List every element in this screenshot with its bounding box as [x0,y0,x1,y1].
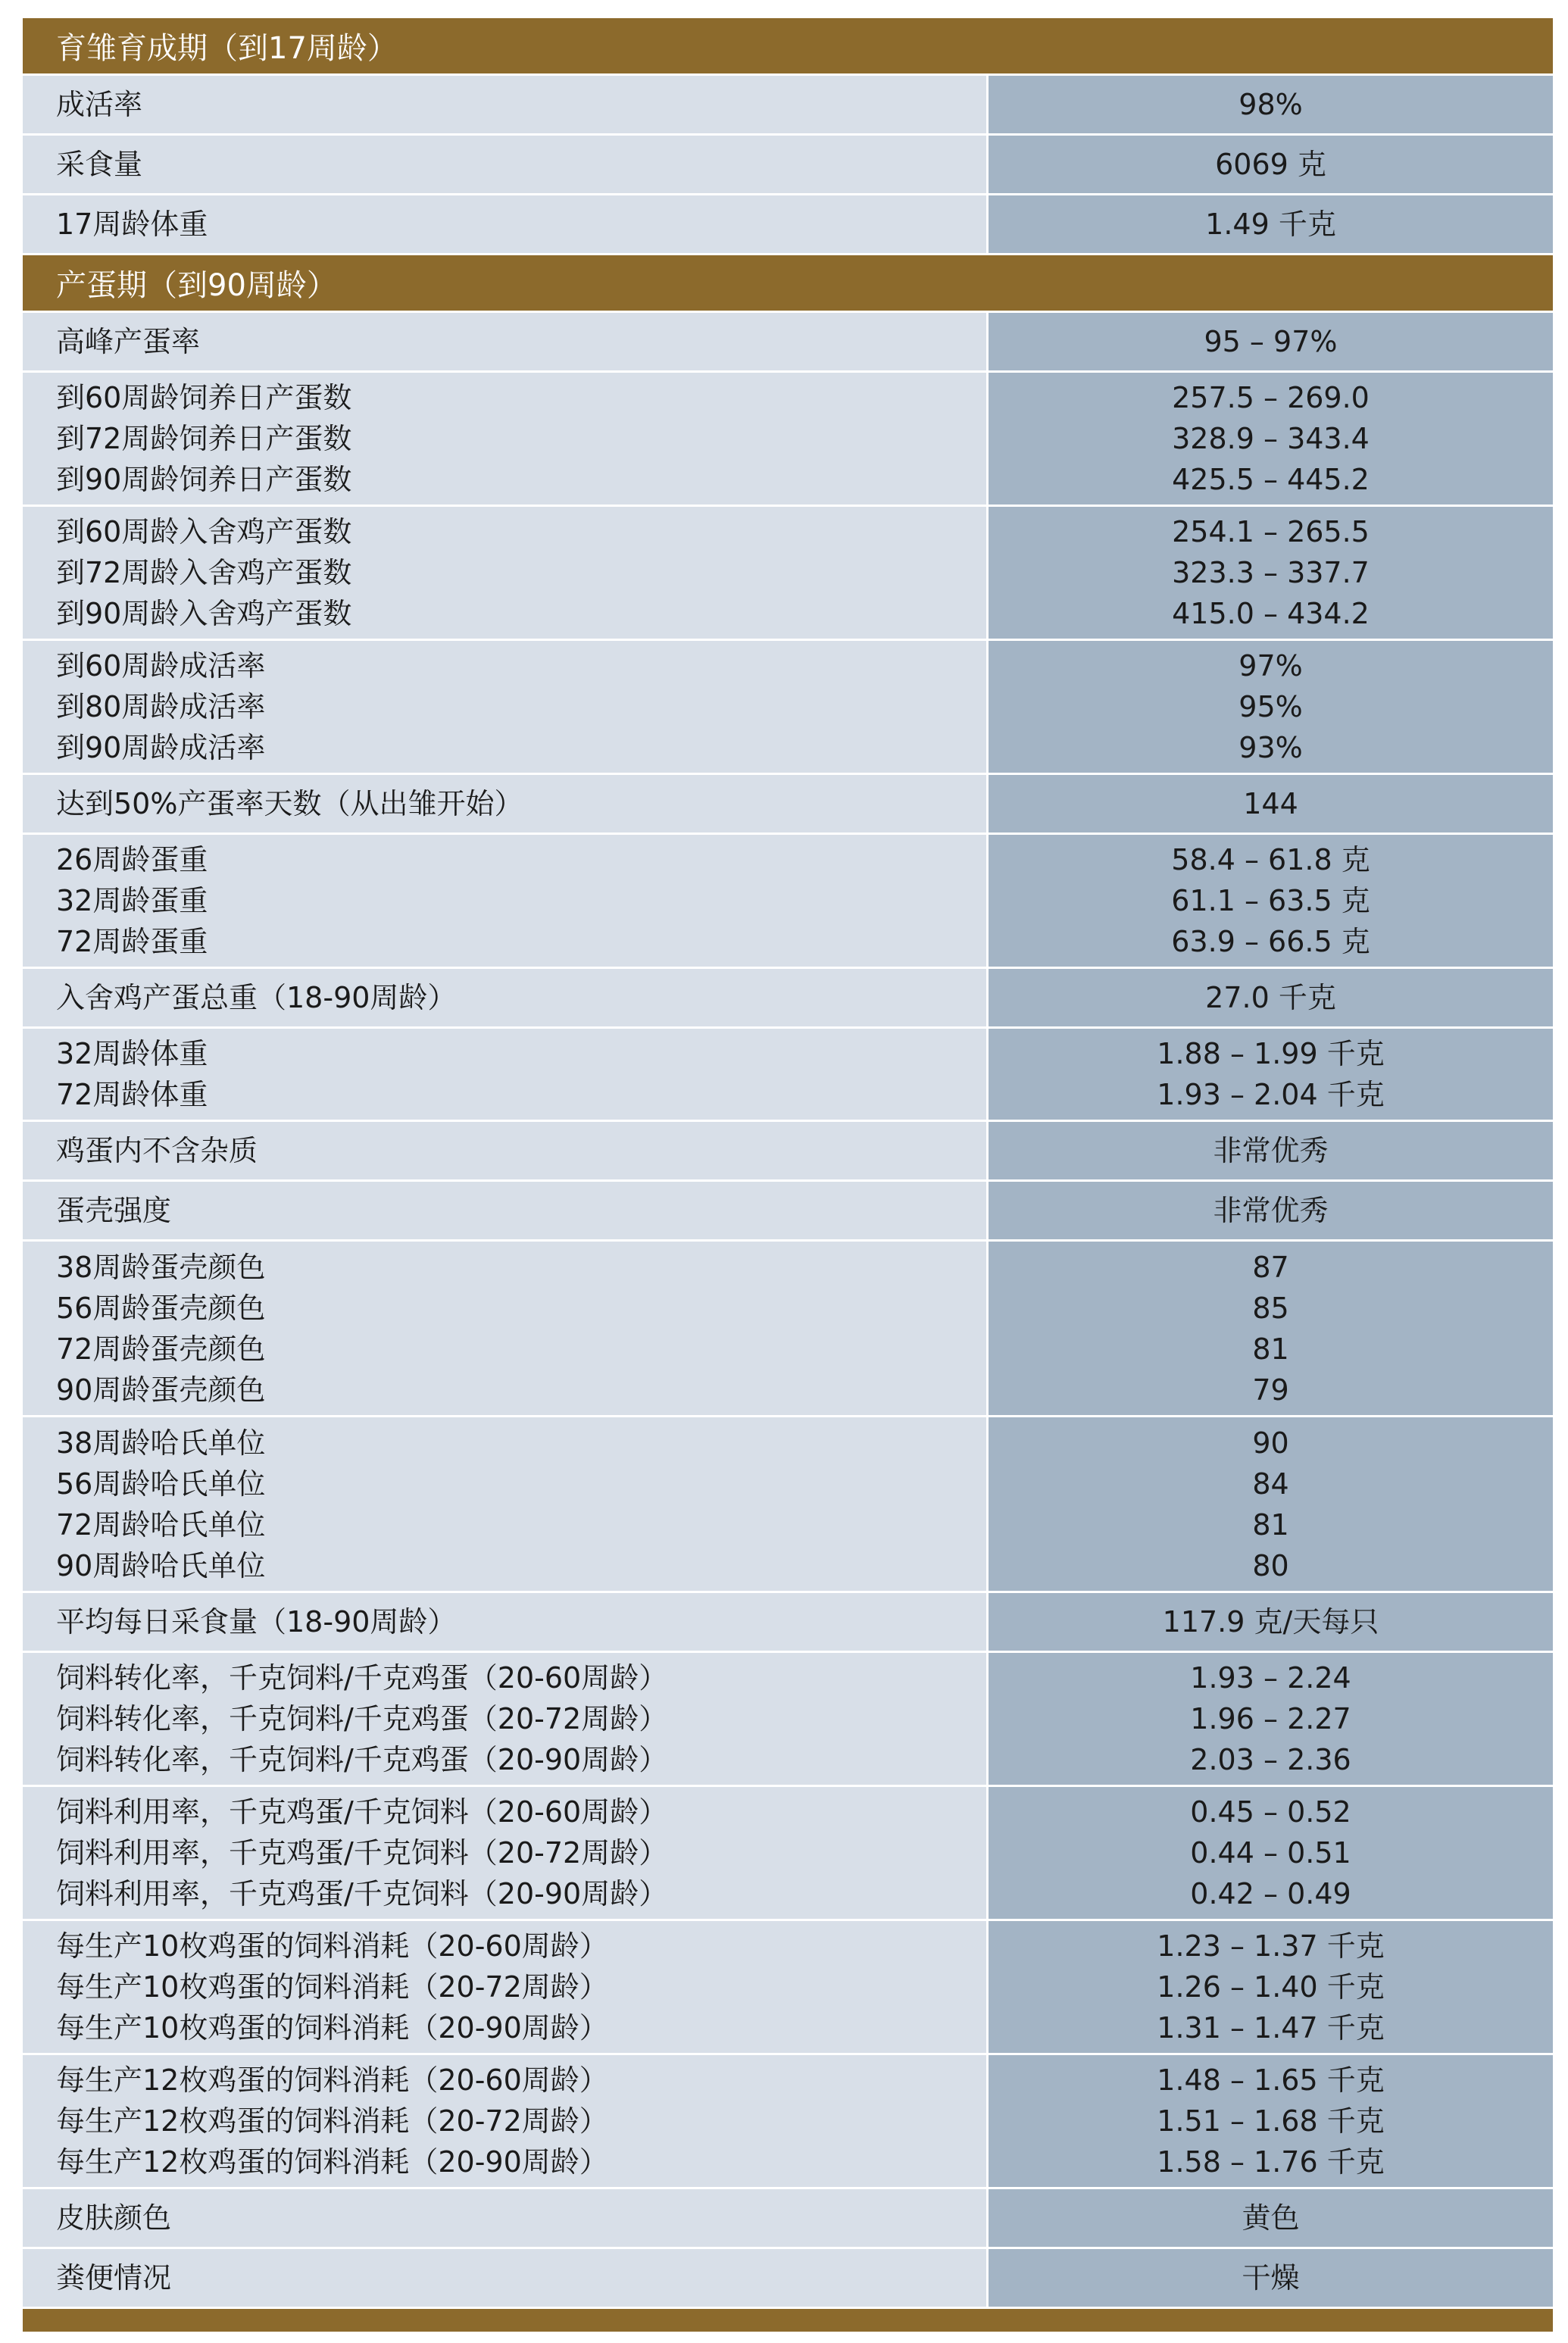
row-label: 成活率 [56,88,143,121]
row-value: 1.96 – 2.27 [1190,1702,1351,1735]
table-row [23,195,1553,255]
row-label-cell [23,195,989,253]
row-label: 饲料利用率，千克鸡蛋/千克饲料（20-72周龄） [56,1836,668,1870]
row-label: 38周龄哈氏单位 [56,1426,266,1460]
row-value-cell [989,2189,1553,2247]
row-label: 蛋壳强度 [56,1194,172,1227]
row-value: 0.42 – 0.49 [1190,1877,1351,1910]
row-value: 1.23 – 1.37 千克 [1157,1929,1385,1963]
row-value-cell [989,1593,1553,1651]
row-label: 到72周龄饲养日产蛋数 [56,422,352,455]
row-label: 每生产12枚鸡蛋的饲料消耗（20-60周龄） [56,2063,608,2097]
row-label: 90周龄哈氏单位 [56,1548,266,1582]
row-value-cell [989,969,1553,1026]
row-label-cell [23,2249,989,2307]
row-label-cell [23,1787,989,1919]
row-label-cell [23,1029,989,1120]
row-label-cell [23,1653,989,1785]
row-label: 入舍鸡产蛋总重（18-90周龄） [56,981,457,1014]
row-label: 平均每日采食量（18-90周龄） [56,1605,457,1639]
row-value-cell [989,195,1553,253]
row-value: 非常优秀 [1213,1194,1329,1227]
table-row [23,313,1553,373]
row-label: 32周龄体重 [56,1037,208,1070]
row-value-cell [989,136,1553,193]
table-row [23,775,1553,835]
row-value: 84 [1252,1467,1289,1501]
table-row [23,1182,1553,1242]
row-label: 到60周龄入舍鸡产蛋数 [56,515,352,548]
row-value: 79 [1252,1373,1289,1407]
row-value: 328.9 – 343.4 [1172,422,1370,455]
row-label: 皮肤颜色 [56,2201,172,2235]
row-label-cell [23,641,989,773]
row-value: 1.26 – 1.40 千克 [1157,1970,1385,2004]
table-row [23,1029,1553,1122]
table-row [23,1242,1553,1417]
row-value: 27.0 千克 [1205,981,1336,1014]
row-value-cell [989,2249,1553,2307]
table-row [23,969,1553,1029]
row-label: 高峰产蛋率 [56,325,201,358]
table-row [23,1122,1553,1182]
row-label-cell [23,1921,989,2053]
row-value-cell [989,1029,1553,1120]
row-value: 87 [1252,1250,1289,1284]
row-label-cell [23,969,989,1026]
table-row [23,1787,1553,1921]
row-label-cell [23,835,989,967]
row-value: 63.9 – 66.5 克 [1171,925,1370,958]
row-value-cell [989,1417,1553,1591]
row-label: 每生产12枚鸡蛋的饲料消耗（20-90周龄） [56,2145,608,2179]
footer-bar [23,2309,1553,2332]
row-label: 到90周龄成活率 [56,731,266,764]
row-label: 56周龄蛋壳颜色 [56,1291,266,1325]
row-value: 1.93 – 2.04 千克 [1157,1078,1385,1111]
row-value-cell [989,1242,1553,1415]
row-label-cell [23,1182,989,1239]
row-label-cell [23,136,989,193]
row-value-cell [989,76,1553,133]
row-value: 98% [1238,88,1303,121]
row-value: 323.3 – 337.7 [1172,556,1370,589]
row-label-cell [23,313,989,370]
row-value-cell [989,2055,1553,2187]
row-label: 38周龄蛋壳颜色 [56,1250,266,1284]
row-value: 58.4 – 61.8 克 [1171,843,1370,876]
row-label-cell [23,1122,989,1179]
row-label-cell [23,76,989,133]
row-label: 饲料转化率，千克饲料/千克鸡蛋（20-60周龄） [56,1661,668,1695]
row-value-cell [989,1653,1553,1785]
row-label: 每生产10枚鸡蛋的饲料消耗（20-72周龄） [56,1970,608,2004]
row-label: 到90周龄入舍鸡产蛋数 [56,597,352,630]
row-value: 6069 克 [1215,148,1326,181]
row-label: 到80周龄成活率 [56,690,266,723]
row-label: 达到50%产蛋率天数（从出雏开始） [56,787,523,820]
row-value: 0.45 – 0.52 [1190,1795,1351,1829]
row-value-cell [989,641,1553,773]
row-label-cell [23,373,989,505]
row-value: 144 [1243,787,1298,820]
table-row [23,1593,1553,1653]
row-label-cell [23,1242,989,1415]
row-label-cell [23,507,989,639]
row-value-cell [989,1787,1553,1919]
table-row [23,2249,1553,2309]
row-label: 鸡蛋内不含杂质 [56,1134,258,1167]
row-value: 117.9 克/天每只 [1162,1605,1379,1639]
row-value: 1.51 – 1.68 千克 [1157,2104,1385,2138]
row-label: 到60周龄成活率 [56,649,266,683]
row-label: 32周龄蛋重 [56,884,208,917]
table-row [23,1921,1553,2055]
row-value-cell [989,835,1553,967]
row-value-cell [989,373,1553,505]
row-value: 415.0 – 434.2 [1172,597,1370,630]
row-label: 粪便情况 [56,2261,172,2295]
table-row [23,136,1553,195]
row-value: 80 [1252,1548,1289,1582]
row-value: 85 [1252,1291,1289,1325]
row-value: 非常优秀 [1213,1134,1329,1167]
row-value-cell [989,313,1553,370]
row-value: 81 [1252,1332,1289,1366]
row-value: 95% [1238,690,1303,723]
row-value: 95 – 97% [1204,325,1338,358]
row-value-cell [989,775,1553,833]
row-value: 1.58 – 1.76 千克 [1157,2145,1385,2179]
table-row [23,373,1553,507]
row-label: 90周龄蛋壳颜色 [56,1373,266,1407]
row-value: 81 [1252,1507,1289,1542]
table-row [23,507,1553,641]
row-label: 到72周龄入舍鸡产蛋数 [56,556,352,589]
row-value-cell [989,1182,1553,1239]
table-row [23,2189,1553,2249]
row-value: 1.31 – 1.47 千克 [1157,2011,1385,2045]
row-value: 黄色 [1242,2201,1300,2235]
row-label: 饲料利用率，千克鸡蛋/千克饲料（20-60周龄） [56,1795,668,1829]
row-value: 254.1 – 265.5 [1172,515,1370,548]
row-label: 每生产12枚鸡蛋的饲料消耗（20-72周龄） [56,2104,608,2138]
row-label: 每生产10枚鸡蛋的饲料消耗（20-60周龄） [56,1929,608,1963]
row-value: 90 [1252,1426,1289,1460]
row-value-cell [989,1921,1553,2053]
table-row [23,1417,1553,1593]
table-row [23,835,1553,969]
row-label: 72周龄蛋壳颜色 [56,1332,266,1366]
row-label: 72周龄哈氏单位 [56,1507,266,1542]
row-value: 干燥 [1242,2261,1300,2295]
row-label: 每生产10枚鸡蛋的饲料消耗（20-90周龄） [56,2011,608,2045]
row-value: 61.1 – 63.5 克 [1171,884,1370,917]
row-value: 93% [1238,731,1303,764]
row-value-cell [989,1122,1553,1179]
row-value: 0.44 – 0.51 [1190,1836,1351,1870]
section-header: 育雏育成期（到17周龄） [23,18,1553,76]
row-label-cell [23,2055,989,2187]
section-header: 产蛋期（到90周龄） [23,255,1553,313]
row-label-cell [23,2189,989,2247]
row-label: 17周龄体重 [56,208,208,241]
row-value: 2.03 – 2.36 [1190,1743,1351,1776]
table-row [23,2055,1553,2189]
table-row [23,1653,1553,1787]
row-label-cell [23,775,989,833]
row-label: 饲料利用率，千克鸡蛋/千克饲料（20-90周龄） [56,1877,668,1910]
row-label: 26周龄蛋重 [56,843,208,876]
row-value: 425.5 – 445.2 [1172,463,1370,496]
row-label: 饲料转化率，千克饲料/千克鸡蛋（20-72周龄） [56,1702,668,1735]
row-label: 72周龄蛋重 [56,925,208,958]
row-label: 到60周龄饲养日产蛋数 [56,381,352,414]
row-label: 72周龄体重 [56,1078,208,1111]
row-value: 1.93 – 2.24 [1190,1661,1351,1695]
row-value: 1.49 千克 [1205,208,1336,241]
row-value: 257.5 – 269.0 [1172,381,1370,414]
row-value-cell [989,507,1553,639]
table-row [23,76,1553,136]
row-label: 56周龄哈氏单位 [56,1467,266,1501]
row-label: 采食量 [56,148,143,181]
row-label: 饲料转化率，千克饲料/千克鸡蛋（20-90周龄） [56,1743,668,1776]
row-value: 97% [1238,649,1303,683]
row-label-cell [23,1417,989,1591]
performance-table [23,18,1553,2343]
row-value: 1.88 – 1.99 千克 [1157,1037,1385,1070]
table-row [23,641,1553,775]
row-label: 到90周龄饲养日产蛋数 [56,463,352,496]
row-label-cell [23,1593,989,1651]
row-value: 1.48 – 1.65 千克 [1157,2063,1385,2097]
